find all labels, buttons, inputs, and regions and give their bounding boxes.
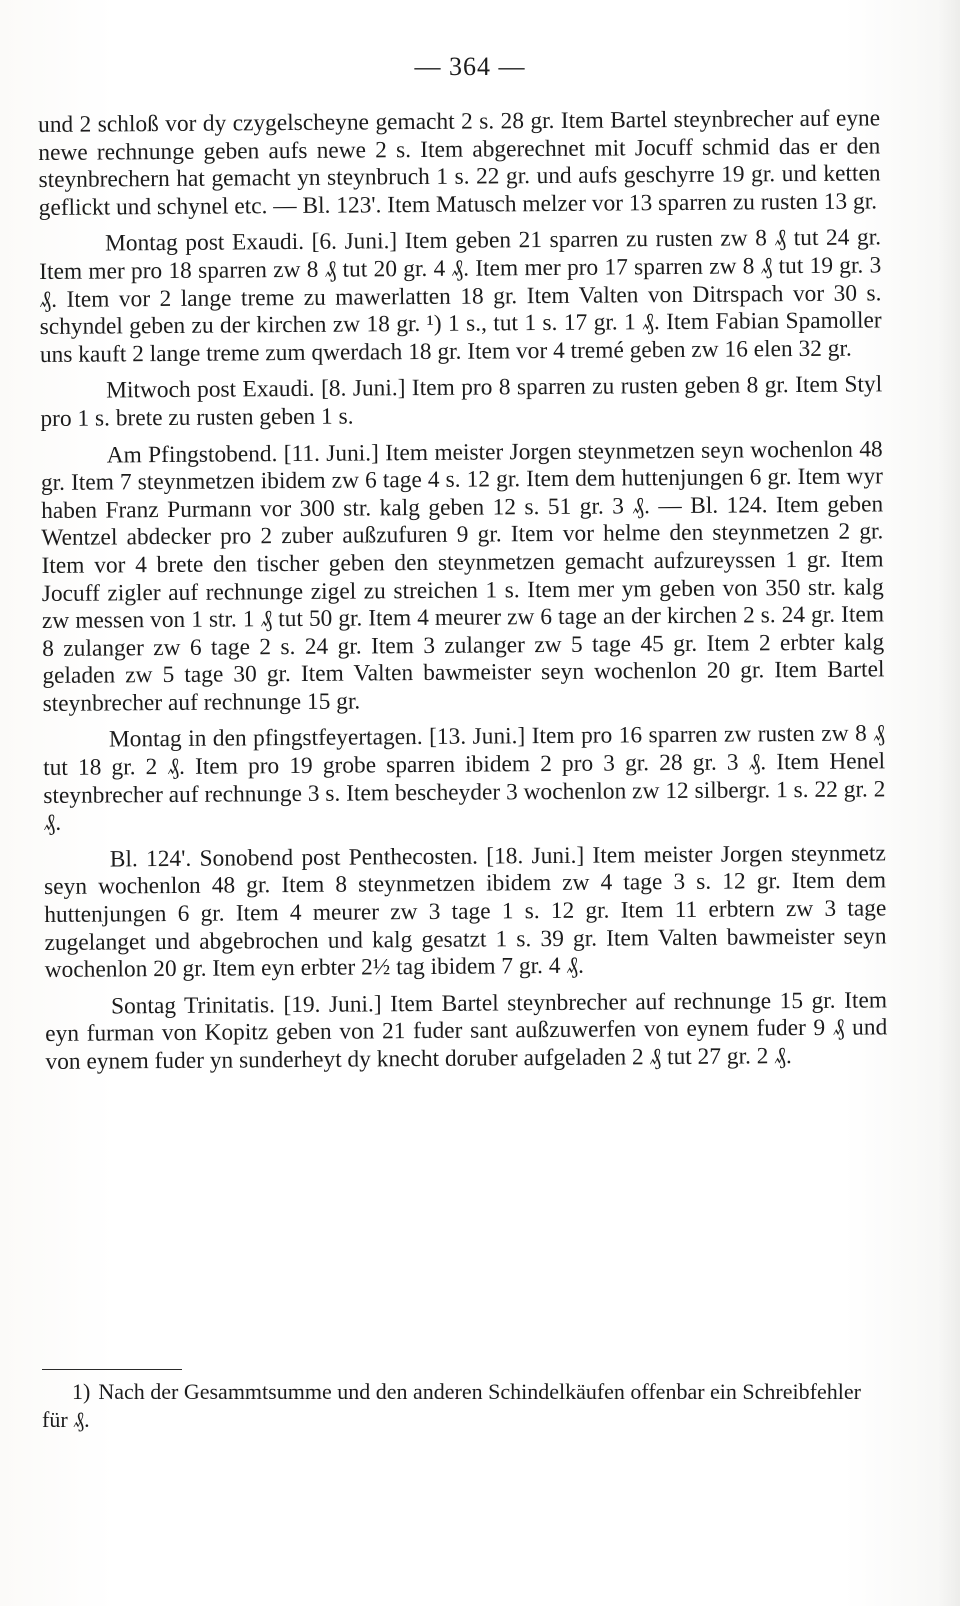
- paragraph-4: Am Pfingstobend. [11. Juni.] Item meister Jorgen steynmetzen seyn wochenlon 48 gr. Item 7 steynmetzen ibidem zw 6 tage 4 s. 12 gr. Item dem huttenjungen 6 gr. Item wyr haben Franz Purmann vor 300 str. kalg geben 12 s. 51 gr. 3 ₰. — Bl. 124. Item geben Wentzel abdecker pro 2 zuber außzufuren 9 gr. Item vor helme den steynmetzen 2 gr. Item vor 4 brete den tischer geben den steynmetzen gemacht aufzureyssen 1 gr. Item Jocuff zigler auf rechnunge zigel zu streichen 1 s. Item mer ym geben von 350 str. kalg zw messen von 1 str. 1 ₰ tut 50 gr. Item 4 meurer zw 6 tage an der kirchen 2 s. 24 gr. Item 8 zulanger zw 6 tage 2 s. 24 gr. Item 3 zulanger zw 5 tage 45 gr. Item 2 erbter kalg geladen zw 5 tage 30 gr. Item Valten bawmeister seyn wochenlon 20 gr. Item Bartel steynbrecher auf rechnunge 15 gr.: [40, 435, 885, 717]
- page-edge-shadow: [938, 0, 960, 1606]
- paragraph-1: und 2 schloß vor dy czygelscheyne gemacht 2 s. 28 gr. Item Bartel steynbrecher auf eyne newe rechnunge geben aufs newe 2 s. Item abgerechnet mit Jocuff schmid das er den steynbrechern hat gemacht yn steynbruch 1 s. 22 gr. und aufs geschyrre 19 gr. und ketten geflickt und schynel etc. — Bl. 123'. Item Matusch melzer vor 13 sparren zu rusten 13 gr.: [38, 105, 881, 221]
- paragraph-7: Sontag Trinitatis. [19. Juni.] Item Bartel steynbrecher auf rechnunge 15 gr. Item eyn furman von Kopitz geben von 21 fuder sant außzuwerfen von eynem fuder 9 ₰ und von eynem fuder yn sunderheyt dy knecht doruber aufgeladen 2 ₰ tut 27 gr. 2 ₰.: [45, 987, 888, 1075]
- paragraph-5: Montag in den pfingstfeyertagen. [13. Juni.] Item pro 16 sparren zw rusten zw 8 ₰ tut 18 gr. 2 ₰. Item pro 19 grobe sparren ibidem 2 pro 3 gr. 28 gr. 3 ₰. Item Henel steynbrecher auf rechnunge 3 s. Item bescheyder 3 wochenlon zw 12 silbergr. 1 s. 22 gr. 2 ₰.: [43, 720, 886, 837]
- main-text: [38, 105, 888, 1085]
- footnote: [42, 1378, 892, 1434]
- paragraph-2: Montag post Exaudi. [6. Juni.] Item geben 21 sparren zu rusten zw 8 ₰ tut 24 gr. Item mer pro 18 sparren zw 8 ₰ tut 20 gr. 4 ₰. Item mer pro 17 sparren zw 8 ₰ tut 19 gr. 3 ₰. Item vor 2 lange treme zu mawerlatten 18 gr. Item Valten von Ditrspach vor 30 s. schyndel geben zu der kirchen zw 18 gr. ¹) 1 s., tut 1 s. 17 gr. 1 ₰. Item Fabian Spamoller uns kauft 2 lange treme zum qwerdach 18 gr. Item vor 4 tremé geben zw 16 elen 32 gr.: [39, 224, 882, 368]
- footnote-divider: [42, 1369, 182, 1370]
- paragraph-3: Mitwoch post Exaudi. [8. Juni.] Item pro 8 sparren zu rusten geben 8 gr. Item Styl pro 1 s. brete zu rusten geben 1 s.: [40, 371, 883, 432]
- footnote-text: Nach der Gesammtsumme und den anderen Schindelkäufen offenbar ein Schreibfehler für ₰.: [42, 1379, 861, 1432]
- footnote-marker: 1): [72, 1379, 91, 1404]
- paragraph-6: Bl. 124'. Sonobend post Penthecosten. [18. Juni.] Item meister Jorgen steynmetz seyn wochenlon 48 gr. Item 8 steynmetzen ibidem zw 4 tage 3 s. 12 gr. Item dem huttenjungen 6 gr. Item 4 meurer zw 3 tage 1 s. 12 gr. Item 11 erbtern zw 3 tage zugelanget und abgebrochen und kalg gesatzt 1 s. 39 gr. Item Valten bawmeister seyn wochenlon 20 gr. Item eyn erbter 2½ tag ibidem 7 gr. 4 ₰.: [43, 840, 887, 984]
- page-number: — 364 —: [414, 52, 526, 81]
